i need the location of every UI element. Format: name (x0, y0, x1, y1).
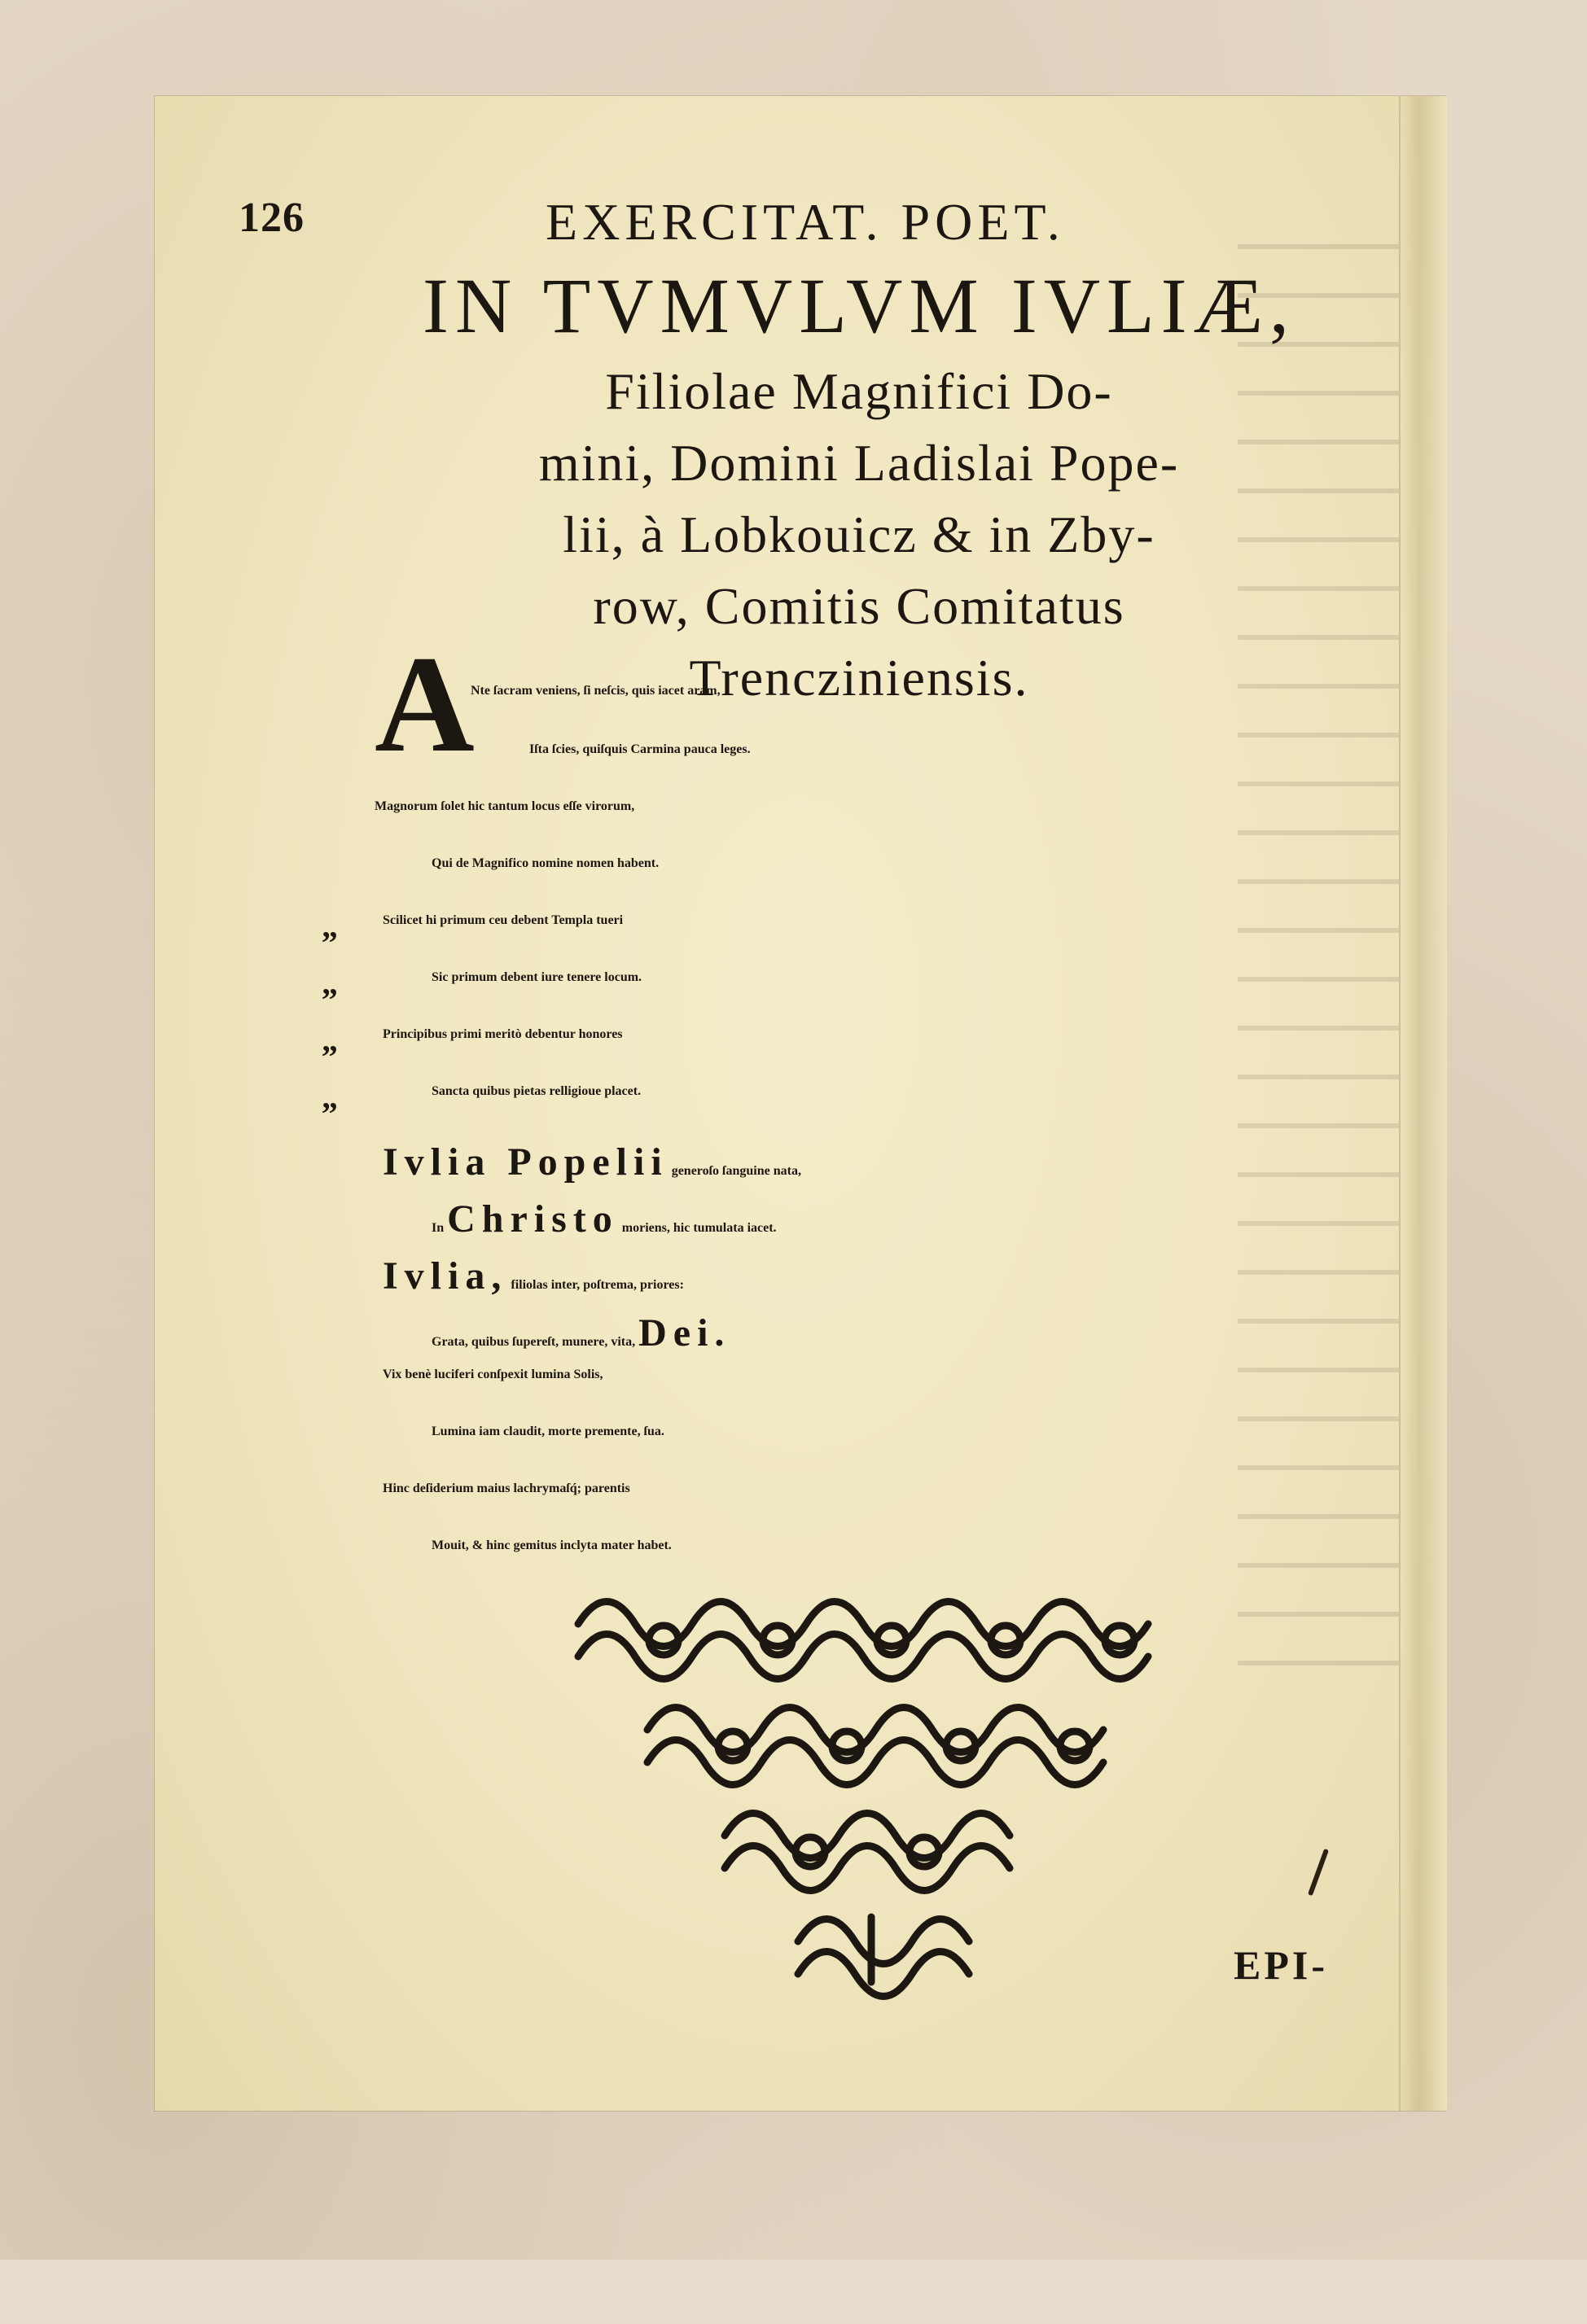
title-line: Filiolae Magnifici Do- (605, 362, 1113, 420)
poem-line: Scilicet hi primum ceu debent Templa tueri (383, 913, 624, 927)
poem-line: Principibus primi meritò debentur honores (383, 1027, 623, 1041)
title-line: mini, Domini Ladislai Pope- (538, 434, 1180, 492)
page-gutter-edge (1399, 96, 1447, 2111)
name-smallcaps: Ivlia Popelii (383, 1140, 669, 1184)
poem-line: Nte ſacram veniens, ſi neſcis, quis iacet aram, (471, 684, 721, 698)
ornament-row-4 (798, 1917, 969, 1997)
woodcut-tailpiece-ornament-icon (570, 1575, 1173, 2324)
drop-cap: A (375, 628, 475, 781)
title-line: row, Comitis Comitatus (593, 577, 1125, 635)
poem-line: Sancta quibus pietas relligioue placet. (432, 1084, 642, 1098)
title-main: IN TVMVLVM IVLIÆ, (423, 262, 1295, 349)
quotation-marker: „ (322, 908, 338, 944)
poem-line: Mouit, & hinc gemitus inclyta mater habet. (432, 1538, 672, 1552)
poem-line: Iſta ſcies, quiſquis Carmina pauca leges. (529, 742, 751, 756)
running-head: EXERCITAT. POET. (546, 193, 1065, 251)
poem-line: Ivlia, filiolas inter, poſtrema, priores: (383, 1254, 684, 1298)
poem-line: Sic primum debent iure tenere locum. (432, 970, 642, 984)
ornament-row-1 (578, 1602, 1148, 1679)
poem-line: Qui de Magnifico nomine nomen habent. (432, 856, 660, 870)
poem-line: In Christo moriens, hic tumulata iacet. (432, 1197, 777, 1241)
poem-line: Magnorum ſolet hic tantum locus eſſe virorum, (375, 799, 635, 813)
name-smallcaps: Dei. (638, 1311, 731, 1355)
catchword: EPI- (1234, 1942, 1328, 1988)
name-smallcaps: Ivlia, (383, 1254, 508, 1298)
title-line: lii, à Lobkouicz & in Zby- (563, 506, 1155, 563)
poem-line: Lumina iam claudit, morte premente, ſua. (432, 1425, 664, 1438)
ornament-row-2 (647, 1708, 1103, 1785)
title-line: Trencziniensis. (689, 649, 1029, 707)
poem-line: Hinc deſiderium maius lachrymaſq́; parentis (383, 1481, 630, 1495)
page-number: 126 (239, 195, 305, 241)
quotation-marker: „ (322, 1022, 338, 1058)
ornament-row-3 (725, 1814, 1010, 1891)
poem-title (358, 259, 1360, 711)
poem-line: Grata, quibus ſupereſt, munere, vita, Dei. (432, 1311, 731, 1355)
quotation-marker: „ (322, 1079, 338, 1115)
poem-line: Ivlia Popelii generoſo ſanguine nata, (383, 1140, 801, 1184)
name-smallcaps: Christo (447, 1197, 619, 1241)
poem-line: Vix benè luciferi conſpexit lumina Solis, (383, 1368, 603, 1381)
quotation-marker: „ (322, 965, 338, 1001)
